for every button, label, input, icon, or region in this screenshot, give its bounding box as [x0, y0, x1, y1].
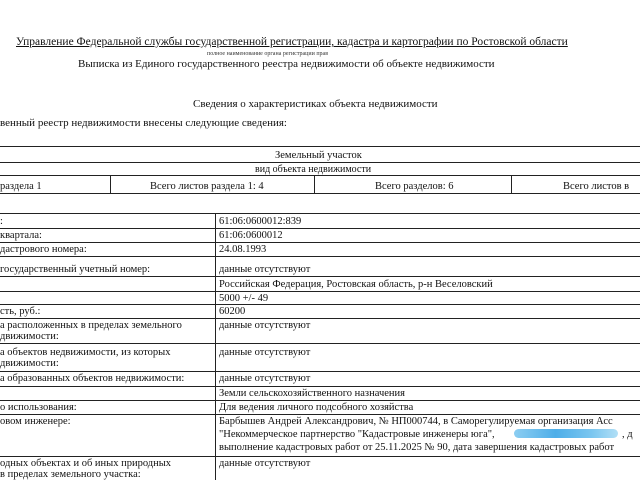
table-border — [0, 343, 640, 344]
row-label: : — [0, 216, 3, 227]
table-border — [0, 400, 640, 401]
row-label: сть, руб.: — [0, 306, 41, 317]
quarter-number: 61:06:0600012 — [219, 230, 283, 241]
table-border — [0, 456, 640, 457]
cadastral-value: 60200 — [219, 306, 246, 317]
table-border — [0, 371, 640, 372]
previous-number: данные отсутствуют — [219, 264, 311, 275]
engineer-line-1: Барбышев Андрей Александрович, № НП000744, в Саморегулируемая организация Асс — [219, 416, 613, 427]
row-label: квартала: — [0, 230, 42, 241]
engineer-line-2-tail: , д — [622, 429, 633, 440]
table-border — [0, 242, 640, 243]
section-sheet: раздела 1 — [0, 181, 42, 192]
total-sheets-section: Всего листов раздела 1: 4 — [150, 181, 264, 192]
table-border — [0, 386, 640, 387]
total-sections: Всего разделов: 6 — [375, 181, 454, 192]
column-divider — [314, 175, 315, 193]
total-sheets: Всего листов в — [563, 181, 630, 192]
column-divider — [511, 175, 512, 193]
row-label: о использования: — [0, 402, 77, 413]
object-type-caption: вид объекта недвижимости — [255, 164, 372, 175]
formed-objects: данные отсутствуют — [219, 373, 311, 384]
row-label: а расположенных в пределах земельного — [0, 320, 182, 331]
row-label: дастрового номера: — [0, 244, 87, 255]
source-objects: данные отсутствуют — [219, 347, 311, 358]
assignment-date: 24.08.1993 — [219, 244, 267, 255]
address: Российская Федерация, Ростовская область, р-н Веселовский — [219, 279, 493, 290]
table-border — [0, 256, 640, 257]
cadastral-number: 61:06:0600012:839 — [219, 216, 302, 227]
land-category: Земли сельскохозяйственного назначения — [219, 388, 405, 399]
table-border — [0, 304, 640, 305]
table-border — [0, 162, 640, 163]
row-label: одных объектах и об иных природных — [0, 458, 172, 469]
table-border — [0, 414, 640, 415]
row-label: овом инженере: — [0, 416, 71, 427]
permitted-use: Для ведения личного подсобного хозяйства — [219, 402, 414, 413]
row-label: движимости: — [0, 331, 59, 342]
redaction-mark — [514, 429, 618, 438]
row-label: движимости: — [0, 358, 59, 369]
table-border — [0, 228, 640, 229]
engineer-line-3: выполнение кадастровых работ от 25.11.2025 № 90, дата завершения кадастровых работ — [219, 442, 615, 453]
table-border — [0, 291, 640, 292]
column-divider — [110, 175, 111, 193]
document-title: Выписка из Единого государственного реестра недвижимости об объекте недвижимости — [78, 58, 495, 70]
organization-caption: полное наименование органа регистрации прав — [207, 51, 329, 57]
organization-name: Управление Федеральной службы государственной регистрации, кадастра и картографии по Ростовской области — [16, 36, 568, 48]
row-label: а объектов недвижимости, из которых — [0, 347, 171, 358]
column-divider — [215, 213, 216, 480]
area: 5000 +/- 49 — [219, 293, 269, 304]
object-type: Земельный участок — [275, 150, 362, 161]
row-label: государственный учетный номер: — [0, 264, 151, 275]
natural-objects: данные отсутствуют — [219, 458, 311, 469]
engineer-line-2: "Некоммерческое партнерство "Кадастровые инженеры юга", — [219, 429, 495, 440]
row-label: а образованных объектов недвижимости: — [0, 373, 185, 384]
table-border — [0, 193, 640, 194]
table-border — [0, 276, 640, 277]
table-border — [0, 146, 640, 147]
section-title: Сведения о характеристиках объекта недвижимости — [193, 98, 438, 110]
buildings-within: данные отсутствуют — [219, 320, 311, 331]
intro-text: венный реестр недвижимости внесены следующие сведения: — [0, 117, 287, 129]
table-border — [0, 318, 640, 319]
row-label: в пределах земельного участка: — [0, 469, 141, 480]
table-border — [0, 213, 640, 214]
